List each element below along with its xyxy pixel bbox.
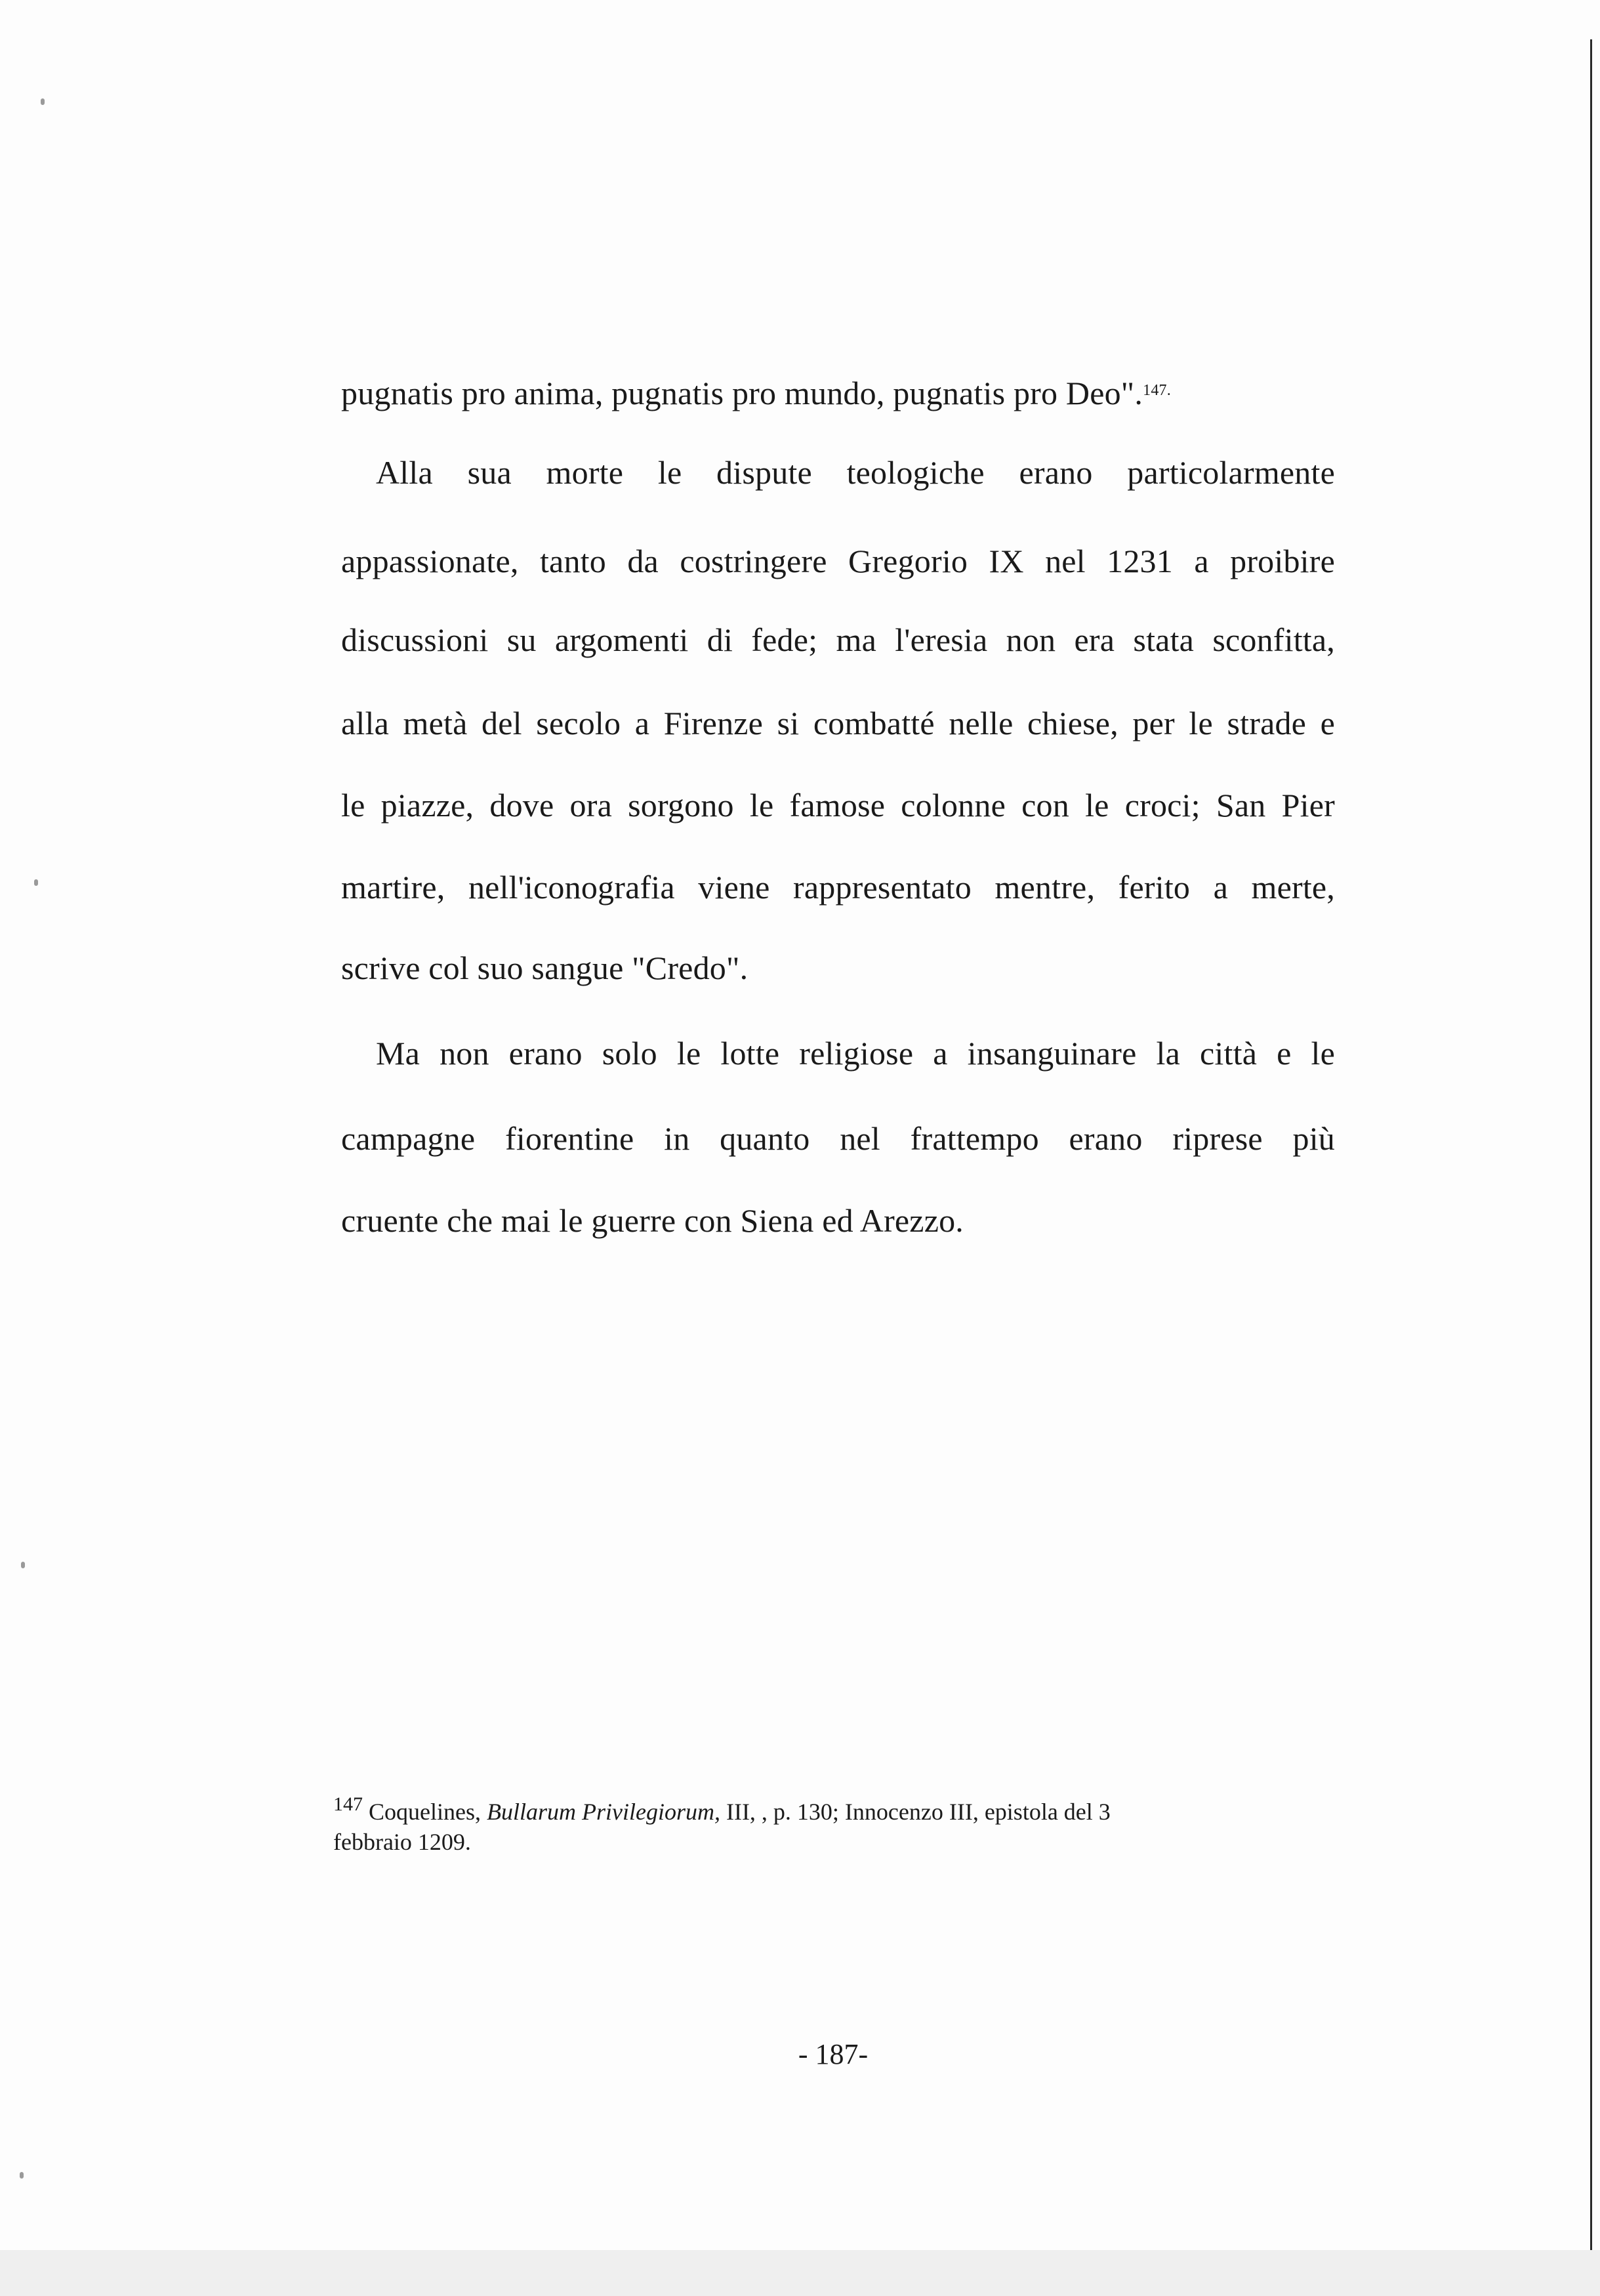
body-line-3: appassionate, tanto da costringere Gregorio IX nel 1231 a proibire: [341, 543, 1335, 579]
scan-speck: [20, 2172, 24, 2179]
footnote-number: 147: [333, 1793, 363, 1815]
body-line-9: Ma non erano solo le lotte religiose a insanguinare la città e le: [376, 1035, 1335, 1072]
footnote-reference: 147.: [1143, 382, 1171, 399]
body-line-4: discussioni su argomenti di fede; ma l'eresia non era stata sconfitta,: [341, 621, 1335, 658]
body-line-5: alla metà del secolo a Firenze si combatté nelle chiese, per le strade e: [341, 705, 1335, 741]
scan-speck: [41, 98, 45, 105]
scan-speck: [21, 1562, 25, 1568]
body-line-1: [341, 371, 1335, 413]
footnote-line-2: febbraio 1209.: [333, 1829, 471, 1855]
footnote-citation: III, , p. 130; Innocenzo III, epistola del 3: [726, 1799, 1111, 1825]
footnote: [333, 1789, 1324, 1857]
body-line-11: cruente che mai le guerre con Siena ed Arezzo.: [341, 1202, 964, 1239]
scan-bottom-band: [0, 2250, 1600, 2296]
scan-edge-line: [1590, 39, 1592, 2257]
body-line-10: campagne fiorentine in quanto nel frattempo erano riprese più: [341, 1120, 1335, 1157]
scan-speck: [34, 879, 38, 886]
footnote-title: Bullarum Privilegiorum,: [486, 1799, 720, 1825]
body-line-1-text: pugnatis pro anima, pugnatis pro mundo, pugnatis pro Deo".: [341, 375, 1143, 411]
body-line-6: le piazze, dove ora sorgono le famose colonne con le croci; San Pier: [341, 787, 1335, 824]
body-line-2: Alla sua morte le dispute teologiche erano particolarmente: [376, 454, 1335, 491]
footnote-line-1: [333, 1789, 1324, 1827]
body-line-7: martire, nell'iconografia viene rappresentato mentre, ferito a merte,: [341, 869, 1335, 906]
body-line-8: scrive col suo sangue "Credo".: [341, 950, 749, 986]
footnote-author: Coquelines,: [369, 1799, 481, 1825]
page-number: - 187-: [798, 2038, 869, 2070]
